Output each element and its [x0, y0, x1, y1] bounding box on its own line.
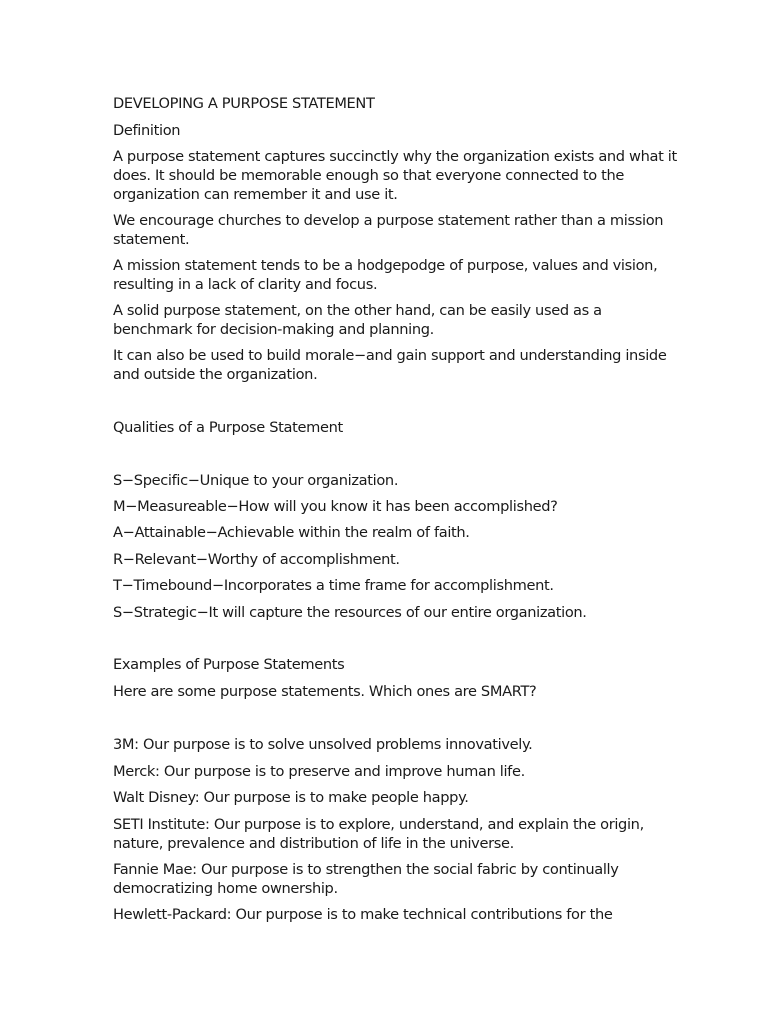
definition-paragraph-2-line-1: We encourage churches to develop a purpose statement rather than a mission	[113, 212, 664, 229]
smart-item-timebound: T−Timebound−Incorporates a time frame for accomplishment.	[113, 577, 554, 594]
definition-paragraph-3-line-1: A mission statement tends to be a hodgepodge of purpose, values and vision,	[113, 257, 658, 274]
example-seti-line-2: nature, prevalence and distribution of life in the universe.	[113, 835, 514, 852]
definition-paragraph-1-line-2: does. It should be memorable enough so that everyone connected to the	[113, 167, 624, 184]
examples-heading: Examples of Purpose Statements	[113, 656, 345, 673]
definition-paragraph-3-line-2: resulting in a lack of clarity and focus.	[113, 276, 378, 293]
definition-paragraph-4-line-1: A solid purpose statement, on the other hand, can be easily used as a	[113, 302, 602, 319]
example-merck: Merck: Our purpose is to preserve and improve human life.	[113, 763, 525, 780]
example-fannie-mae-line-1: Fannie Mae: Our purpose is to strengthen the social fabric by continually	[113, 861, 619, 878]
smart-item-relevant: R−Relevant−Worthy of accomplishment.	[113, 551, 400, 568]
example-walt-disney: Walt Disney: Our purpose is to make people happy.	[113, 789, 469, 806]
definition-paragraph-4-line-2: benchmark for decision-making and planning.	[113, 321, 434, 338]
example-3m: 3M: Our purpose is to solve unsolved problems innovatively.	[113, 736, 533, 753]
example-hewlett-packard: Hewlett-Packard: Our purpose is to make technical contributions for the	[113, 906, 613, 923]
definition-paragraph-1-line-1: A purpose statement captures succinctly why the organization exists and what it	[113, 148, 677, 165]
definition-paragraph-2-line-2: statement.	[113, 231, 190, 248]
document-title: DEVELOPING A PURPOSE STATEMENT	[113, 95, 375, 112]
definition-paragraph-5-line-1: It can also be used to build morale−and gain support and understanding inside	[113, 347, 667, 364]
qualities-heading: Qualities of a Purpose Statement	[113, 419, 343, 436]
smart-item-specific: S−Specific−Unique to your organization.	[113, 472, 399, 489]
example-fannie-mae-line-2: democratizing home ownership.	[113, 880, 338, 897]
smart-item-attainable: A−Attainable−Achievable within the realm of faith.	[113, 524, 470, 541]
examples-intro: Here are some purpose statements. Which ones are SMART?	[113, 683, 537, 700]
smart-item-measureable: M−Measureable−How will you know it has been accomplished?	[113, 498, 558, 515]
definition-heading: Definition	[113, 122, 181, 139]
definition-paragraph-5-line-2: and outside the organization.	[113, 366, 318, 383]
example-seti-line-1: SETI Institute: Our purpose is to explore, understand, and explain the origin,	[113, 816, 644, 833]
definition-paragraph-1-line-3: organization can remember it and use it.	[113, 186, 398, 203]
smart-item-strategic: S−Strategic−It will capture the resources of our entire organization.	[113, 604, 587, 621]
